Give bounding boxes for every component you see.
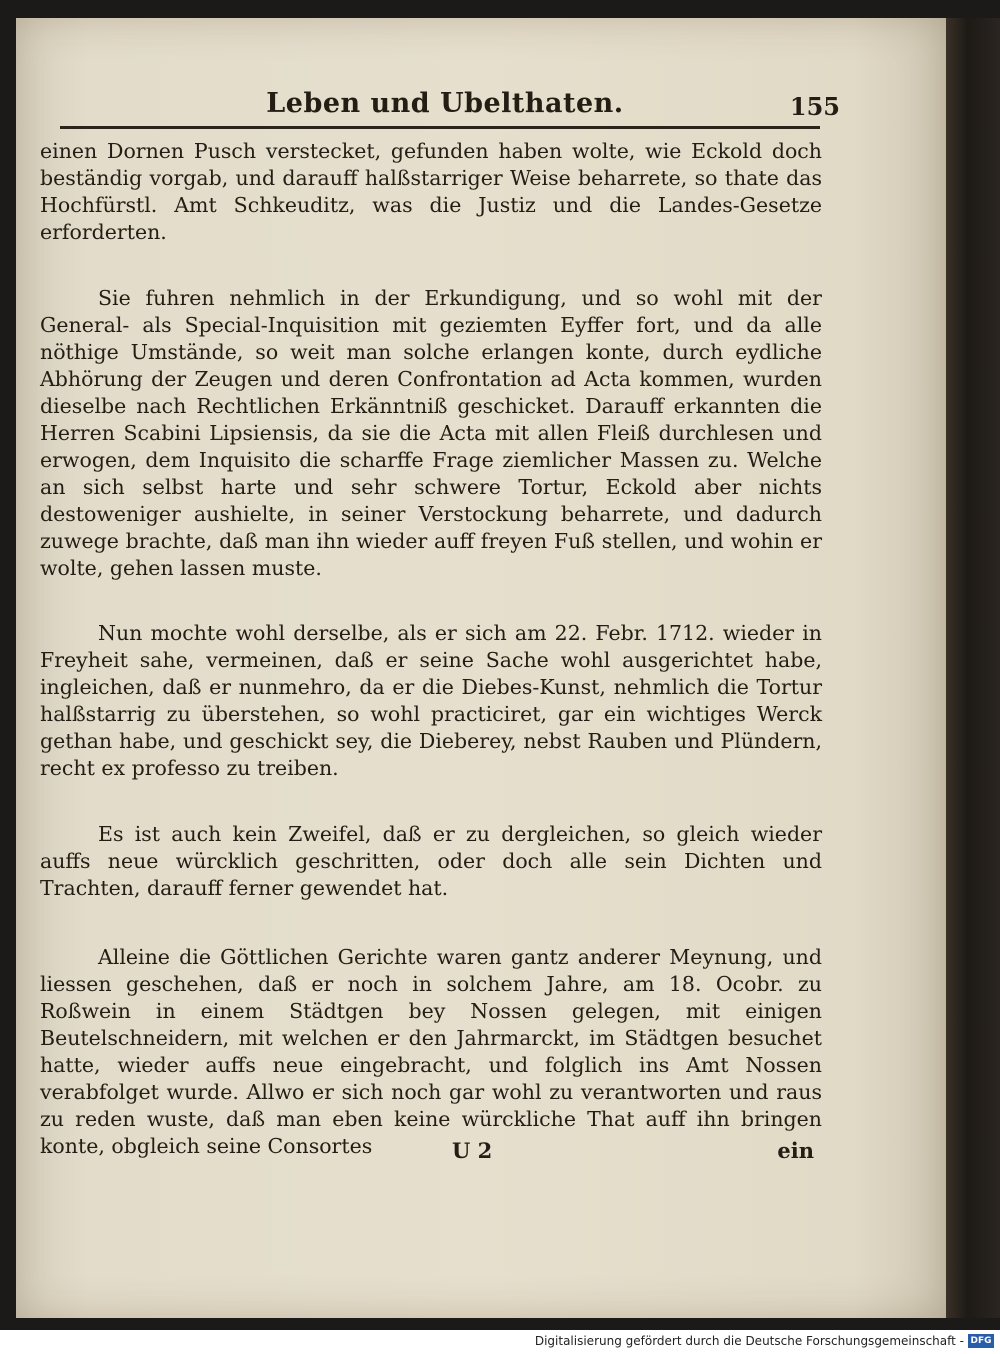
paragraph-2: Sie fuhren nehmlich in der Erkundigung, und so wohl mit der General- als Special-Inquisition mit geziemten Eyffer fort, und da alle nöthige Umstände, so weit man solche erlangen konte, durch eydliche Abhörung der Zeugen und deren Confrontation ad Acta kommen, wurden dieselbe nach Rechtlichen Erkänntniß geschicket. Darauff erkannten die Herren Scabini Lipsiensis, da sie die Acta mit allen Fleiß durchlesen und erwogen, dem Inquisito die scharffe Frage ziemlicher Massen zu. Welche an sich selbst harte und sehr schwere Tortur, Eckold aber nichts destoweniger aushielte, in seiner Verstockung beharrete, und dadurch zuwege brachte, daß man ihn wieder auff freyen Fuß stellen, und wohin er wolte, gehen lassen muste. [40,286,822,580]
page-footer [40,1138,822,1168]
body-text [40,138,822,1160]
signature-mark: U 2 [452,1138,493,1163]
page-header [60,88,840,128]
paragraph-4: Es ist auch kein Zweifel, daß er zu dergleichen, so gleich wieder auffs neue würcklich geschritten, oder doch alle sein Dichten und Trachten, darauff ferner gewendet hat. [40,822,822,900]
paragraph-1: einen Dornen Pusch verstecket, gefunden haben wolte, wie Eckold doch beständig vorgab, und darauff halßstarriger Weise beharrete, so thate das Hochfürstl. Amt Schkeuditz, was die Justiz und die Landes-Gesetze erforderten. [40,139,822,244]
funding-credit: Digitalisierung gefördert durch die Deutsche Forschungsgemeinschaft - [534,1334,964,1348]
credit-bar [0,1330,1000,1354]
book-edge [946,18,1000,1318]
catchword: ein [777,1138,814,1163]
header-rule [60,126,820,129]
paragraph-5: Alleine die Göttlichen Gerichte waren gantz anderer Meynung, und liessen geschehen, daß er noch in solchem Jahre, am 18. Ocobr. zu Roßwein in einem Städtgen bey Nossen gelegen, mit einigen Beutelschneidern, mit welchen er den Jahrmarckt, im Städtgen besuchet hatte, wieder auffs neue eingebracht, und folglich ins Amt Nossen verabfolget wurde. Allwo er sich noch gar wohl zu verantworten und raus zu reden wuste, daß man eben keine würckliche That auff ihn bringen konte, obgleich seine Consortes [40,945,822,1158]
running-head: Leben und Ubelthaten. [266,88,624,119]
dfg-logo-icon: DFG [968,1334,994,1348]
paragraph-3: Nun mochte wohl derselbe, als er sich am 22. Febr. 1712. wieder in Freyheit sahe, vermeinen, daß er seine Sache wohl ausgerichtet habe, ingleichen, daß er nunmehro, da er die Diebes-Kunst, nehmlich die Tortur halßstarrig zu überstehen, so wohl practiciret, gar ein wichtiges Werck gethan habe, und geschickt sey, die Dieberey, nebst Rauben und Plündern, recht ex professo zu treiben. [40,621,822,780]
page-number: 155 [789,92,840,121]
